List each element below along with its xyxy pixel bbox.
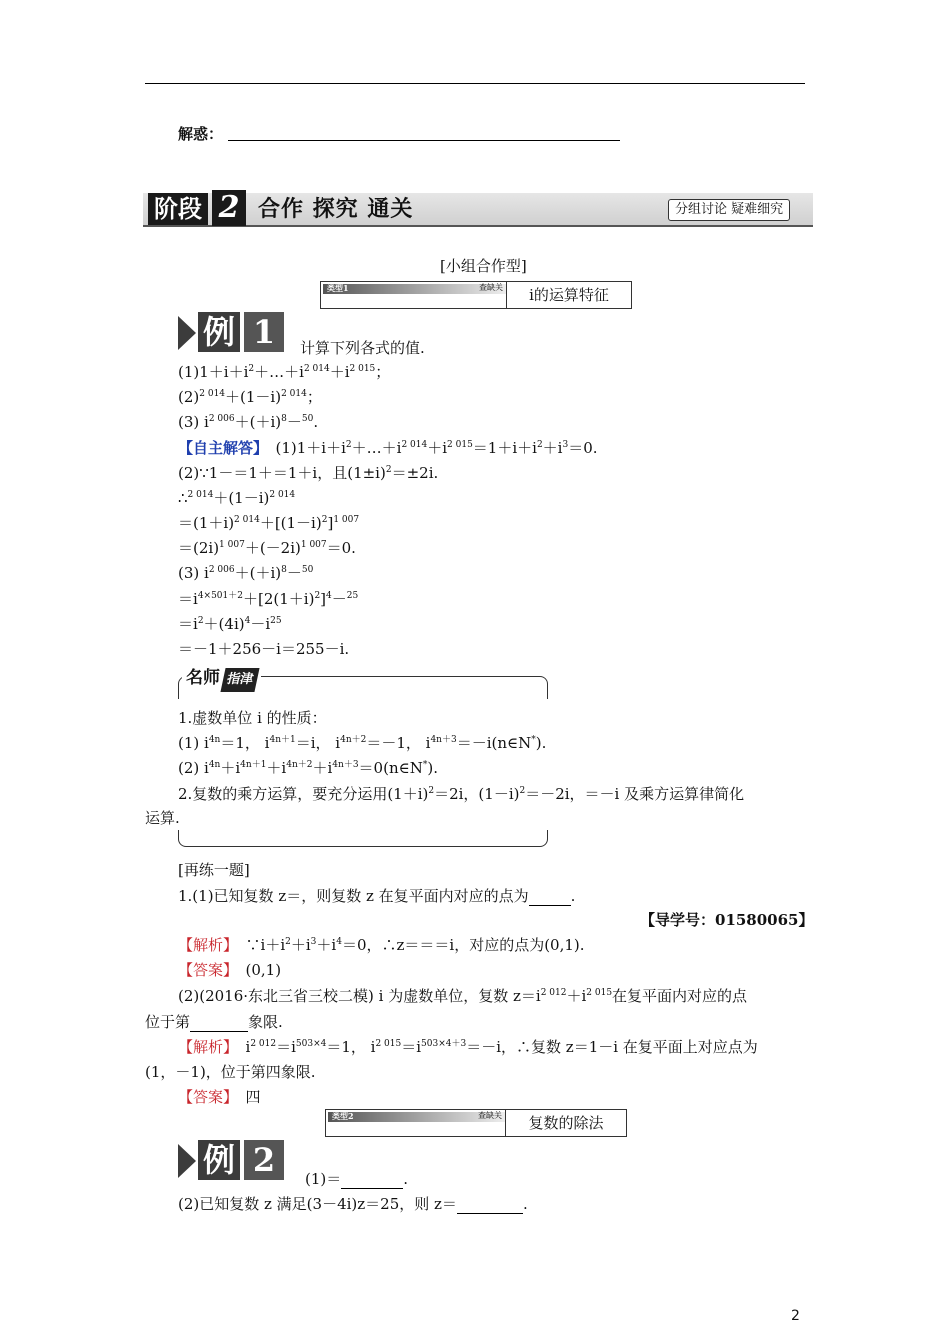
sol1-line5: $=(2i)^{1 007}+(-2i)^{1 007}=0$. [178,539,356,557]
example2-word: 例 [198,1140,240,1180]
stage-number: 2 [212,190,246,226]
sol1-line2: (2)∵1－＝1＋＝1＋i，且$(1\pm i)^2=\pm 2i$. [178,464,439,482]
type2-title: 复数的除法 [528,1114,604,1132]
practice-q2-cont: 位于第 象限. [145,1013,283,1031]
chevron-icon [178,1144,196,1178]
jiehuo-answer-line [228,140,620,141]
practice-daan1: 【答案】 (0,1) [178,961,282,979]
teacher-p1: 1.虚数单位 i 的性质： [178,709,327,727]
teacher-tag: 指津 [220,668,259,692]
type2-tag: 查缺关 [478,1111,502,1120]
section-label: [小组合作型] [440,257,527,275]
practice-jiexi1: 【解析】 $\because i+i^2+i^3+i^4=0$，∴z＝＝＝i，对应的点为(0,1). [178,936,585,954]
type1-title: i的运算特征 [529,286,609,304]
example2-number: 2 [244,1140,284,1180]
example1-badge [178,312,288,352]
sol1-line6: (3) $i^{2 006}+(+i)^8-^{50}$ [178,564,314,582]
e1-q1: $(1)1+i+i^2+\dots+i^{2 014}+i^{2 015}$； [178,363,391,381]
type2-box [325,1109,627,1137]
stage-title: 合作 探究 通关 [258,196,414,222]
teacher-p5: 运算. [145,809,180,827]
guide-number: 【导学号：01580065】 [640,911,814,929]
practice-q1: 1.(1)已知复数 z＝，则复数 z 在复平面内对应的点为 . [178,887,576,905]
page-number: 2 [791,1308,800,1324]
sol1-line1: 【自主解答】 $(1)1+i+i^2+\dots+i^{2 014}+i^{2 015}=1+i+i^2+i^3=0$. [178,439,598,457]
e1-q3: (3) $i^{2 006}+(+i)^8-^{50}$. [178,413,319,431]
sol1-line7: $=i^{4\times 501+2}+[2(1+i)^2]^4-^{25}$ [178,590,359,608]
chevron-icon [178,316,196,350]
stage-word: 阶段 [148,193,208,225]
sol1-line3: $\therefore^{2 014}+(1-i)^{2 014}$ [178,489,296,507]
stage-tag: 分组讨论 疑难细究 [668,199,790,221]
teacher-p2: (1) $i^{4n}=1$， $i^{4n+1}=i$， $i^{4n+2}=-1$， $i^{4n+3}=-i(n\in N^*)$. [178,734,547,752]
e1-q2: $(2)^{2 014}+(1-i)^{2 014}$； [178,388,322,406]
teacher-box-bottom [178,830,548,847]
teacher-p4: 2.复数的乘方运算，要充分运用$(1+i)^2=2i$，$(1-i)^2=-2i$，＝－i 及乘方运算律简化 [178,785,745,803]
example2-q2: (2)已知复数 z 满足(3－4i)z＝25，则 z＝ . [178,1195,528,1213]
example1-number: 1 [244,312,284,352]
type1-box [320,281,632,309]
jiehuo-label: 解惑： [178,125,224,143]
type1-label: 类型1 [327,283,349,293]
type2-label: 类型2 [332,1111,354,1121]
practice-daan2: 【答案】 四 [178,1088,261,1106]
practice-q2: (2)(2016·东北三省三校二模) i 为虚数单位，复数 $z=i^{2 012}+i^{2 015}$在复平面内对应的点 [178,987,748,1005]
example1-word: 例 [198,312,240,352]
top-rule [145,83,805,84]
practice-jiexi2-cont: (1，－1)，位于第四象限. [145,1063,316,1081]
practice-label: [再练一题] [178,861,250,879]
practice-jiexi2: 【解析】 $i^{2 012}=i^{503\times 4}=1$， $i^{2 015}=i^{503\times 4+3}=-i$，∴复数 z＝1－i 在复平面上对应点为 [178,1038,758,1056]
teacher-label: 名师 指津 [182,666,261,692]
example2-q1: (1)＝ . [305,1170,409,1188]
sol1-line9: ＝－1＋256－i＝255－i. [178,640,350,658]
teacher-p3: (2) $i^{4n}+i^{4n+1}+i^{4n+2}+i^{4n+3}=0(n\in N^*)$. [178,759,438,777]
sol1-line4: $=(1+i)^{2 014}+[(1-i)^2]^{1 007}$ [178,514,360,532]
type1-tag: 查缺关 [479,283,503,292]
sol1-line8: $=i^2+(4i)^4-i^{25}$ [178,615,282,633]
example2-badge [178,1140,288,1180]
example1-prompt: 计算下列各式的值. [300,339,425,357]
